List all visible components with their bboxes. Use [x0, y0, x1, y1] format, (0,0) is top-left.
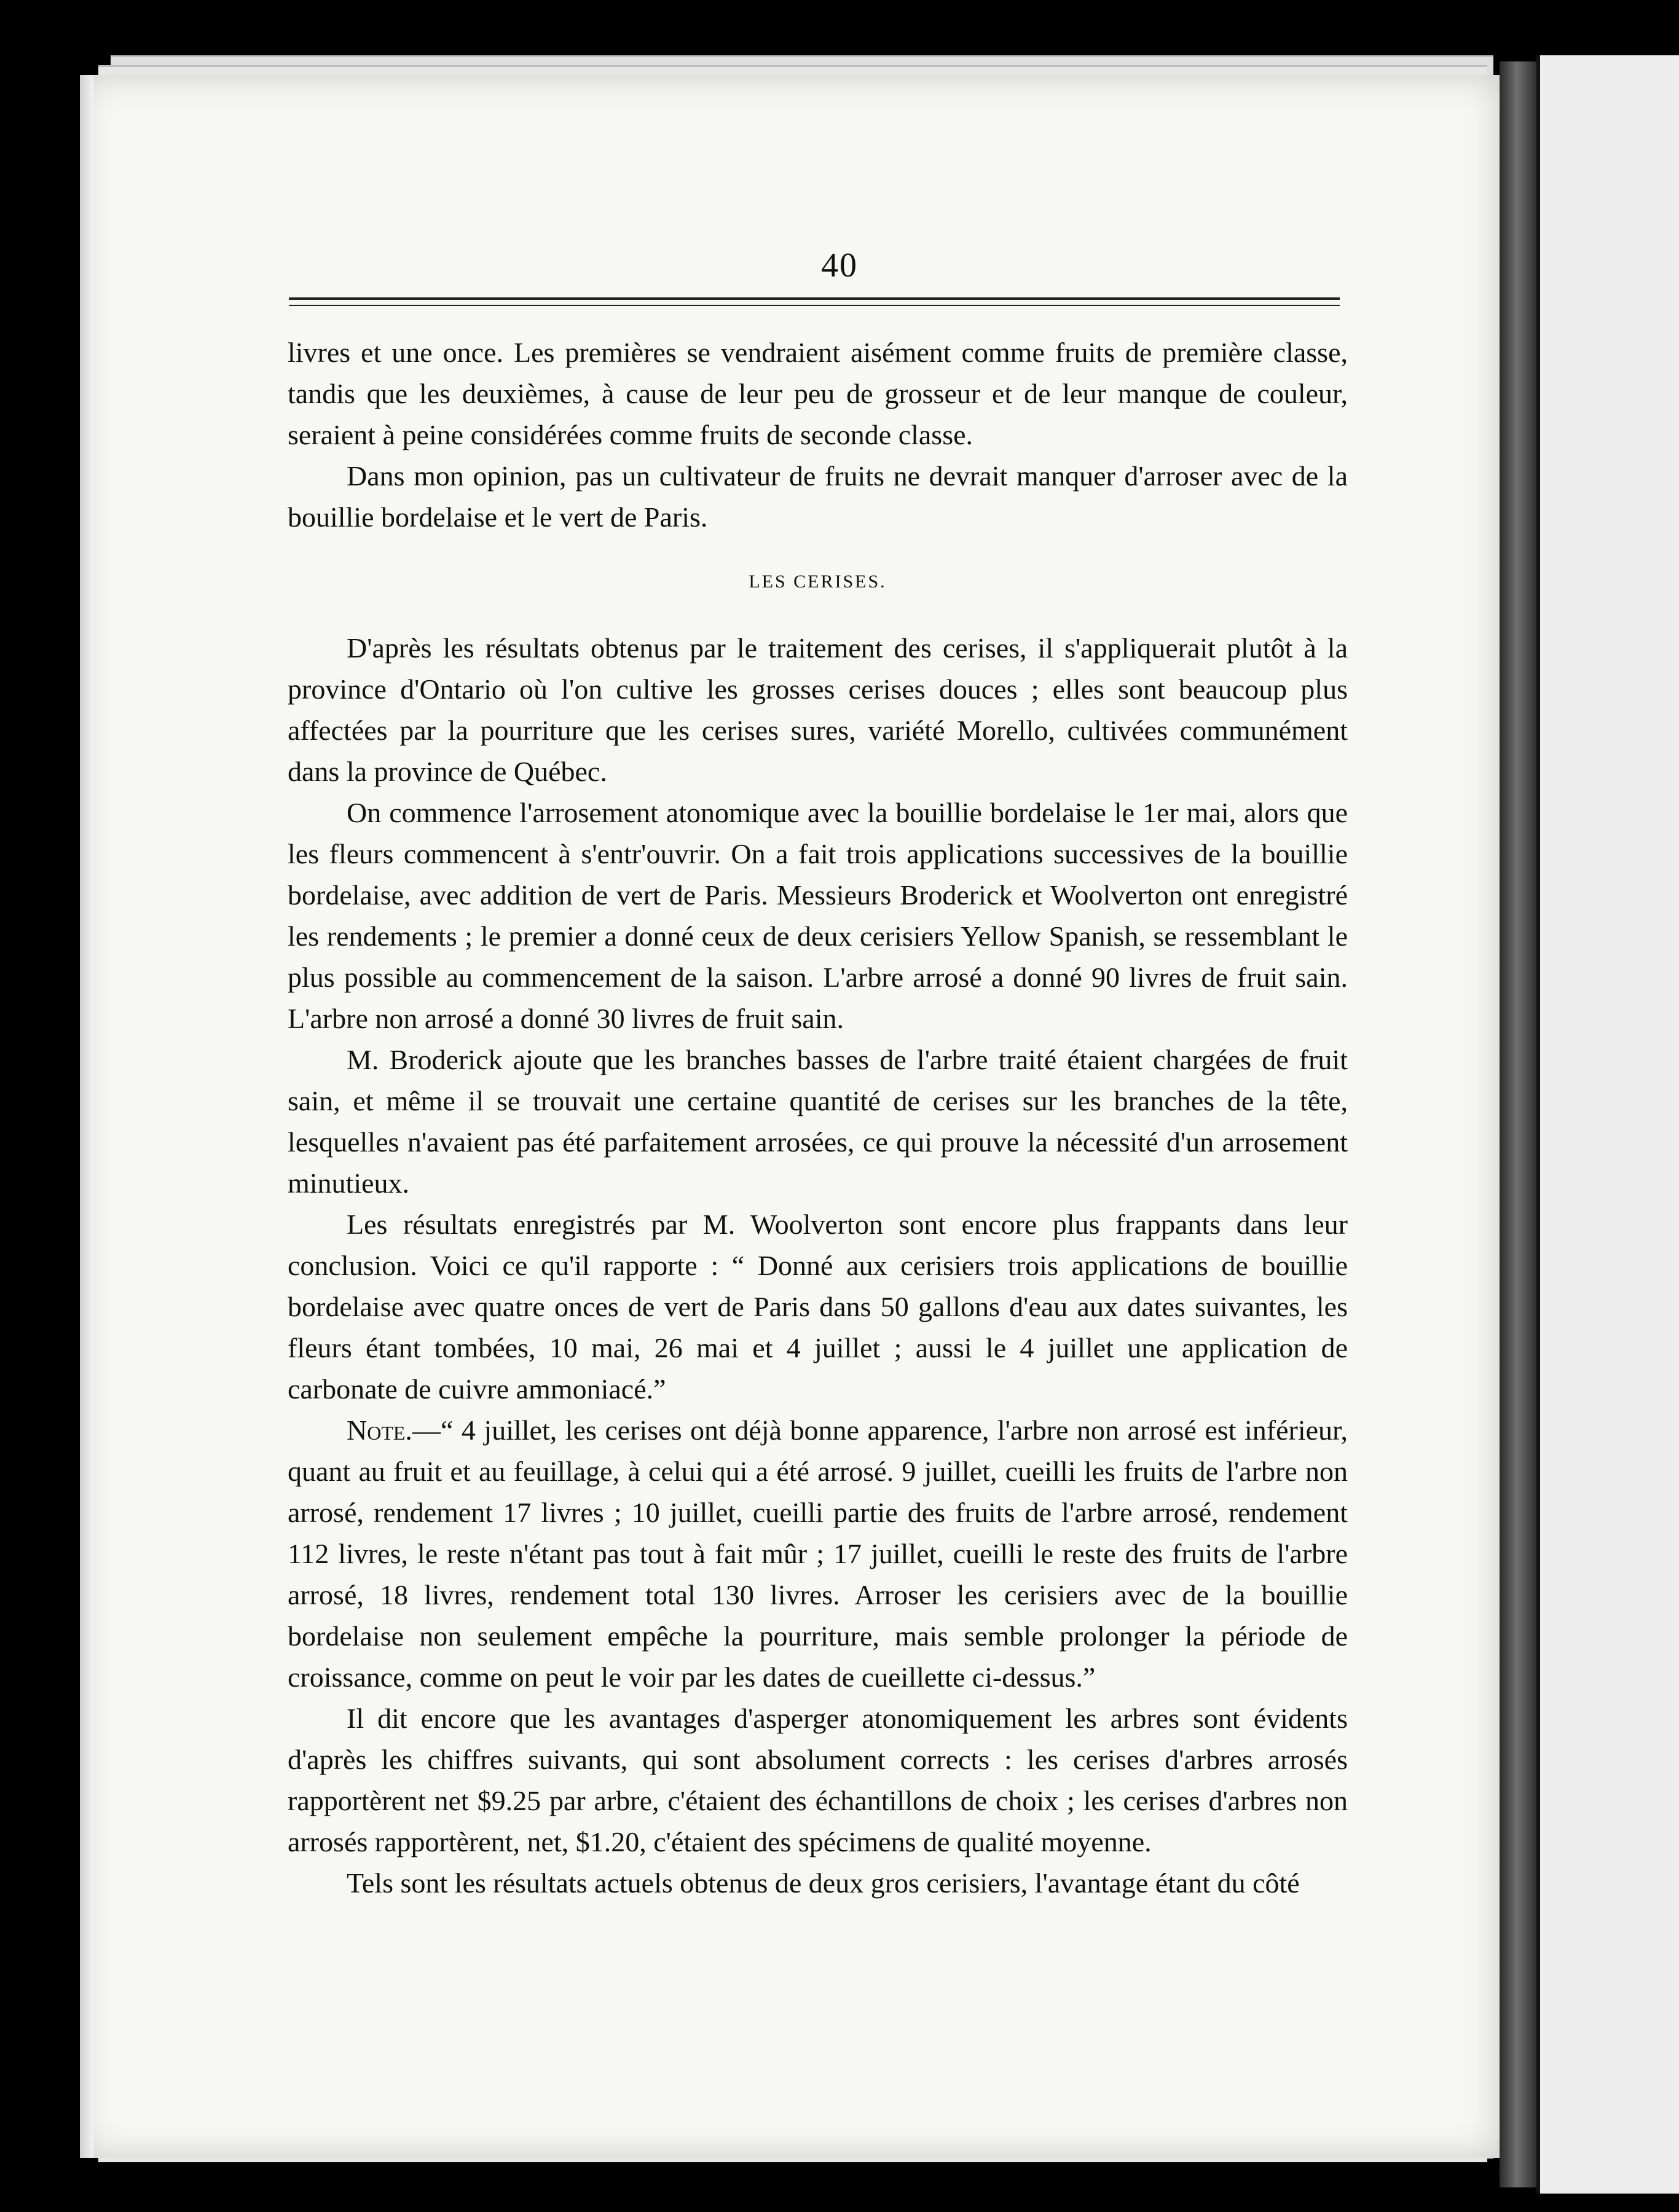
facing-page-strip [1536, 55, 1679, 2194]
paragraph: On commence l'arrosement atonomique avec la bouillie bordelaise le 1er mai, alors que les fleurs commencent à s'entr'ouvrir. On a fait trois applications successives de la bouillie bordelaise, avec addition de vert de Paris. Messieurs Broderick et Woolverton ont enregistré les rendements ; le premier a donné ceux de deux cerisiers Yellow Spanish, se ressemblant le plus possible au commencement de la saison. L'arbre arrosé a donné 90 livres de fruit sain. L'arbre non arrosé a donné 30 livres de fruit sain. [288, 797, 1348, 1034]
paragraph: Les résultats enregistrés par M. Woolverton sont encore plus frappants dans leur conclusion. Voici ce qu'il rapporte : “ Donné aux cerisiers trois applications de bouillie bordelaise avec quatre onces de vert de Paris dans 50 gallons d'eau aux dates suivantes, les fleurs étant tombées, 10 mai, 26 mai et 4 juillet ; aussi le 4 juillet une application de carbonate de cuivre ammoniacé.” [288, 1209, 1348, 1405]
paragraph: D'après les résultats obtenus par le traitement des cerises, il s'appliquerait plutôt à la province d'Ontario où l'on cultive les grosses cerises douces ; elles sont beaucoup plus affectées par la pourriture que les cerises sures, variété Morello, cultivées communément dans la province de Québec. [288, 632, 1348, 787]
body-text [288, 332, 1348, 1904]
paragraph: Tels sont les résultats actuels obtenus de deux gros cerisiers, l'avantage étant du côté [347, 1867, 1300, 1899]
note-paragraph [288, 1410, 1348, 1698]
header-rule [289, 297, 1340, 300]
page-number: 40 [821, 246, 858, 284]
note-text: —“ 4 juillet, les cerises ont déjà bonne apparence, l'arbre non arrosé est inférieur, quant au fruit et au feuillage, à celui qui a été arrosé. 9 juillet, cueilli les fruits de l'arbre non arrosé, rendement 17 livres ; 10 juillet, cueilli partie des fruits de l'arbre arrosé, rendement 112 livres, le reste n'étant pas tout à fait mûr ; 17 juillet, cueilli le reste des fruits de l'arbre arrosé, 18 livres, rendement total 130 livres. Arroser les cerisiers avec de la bouillie bordelaise non seulement empêche la pourriture, mais semble prolonger la période de croissance, comme on peut le voir par les dates de cueillette ci-dessus.” [288, 1414, 1348, 1693]
note-label: Note. [347, 1414, 412, 1446]
paragraph: M. Broderick ajoute que les branches basses de l'arbre traité étaient chargées de fruit sain, et même il se trouvait une certaine quantité de cerises sur les branches de la tête, lesquelles n'avaient pas été parfaitement arrosées, ce qui prouve la nécessité d'un arrosement minutieux. [288, 1044, 1348, 1199]
paragraph: Il dit encore que les avantages d'asperger atonomiquement les arbres sont évidents d'après les chiffres suivants, qui sont absolument corrects : les cerises d'arbres arrosés rapportèrent net $9.25 par arbre, c'étaient des échantillons de choix ; les cerises d'arbres non arrosés rapportèrent, net, $1.20, c'étaient des spécimens de qualité moyenne. [288, 1703, 1348, 1857]
section-heading: LES CERISES. [749, 571, 887, 592]
paragraph: livres et une once. Les premières se vendraient aisément comme fruits de première classe, tandis que les deuxièmes, à cause de leur peu de grosseur et de leur manque de couleur, seraient à peine considérées comme fruits de seconde classe. [288, 337, 1348, 450]
paragraph: Dans mon opinion, pas un cultivateur de fruits ne devrait manquer d'arroser avec de la bouillie bordelaise et le vert de Paris. [288, 460, 1348, 533]
header-rule [289, 305, 1340, 306]
